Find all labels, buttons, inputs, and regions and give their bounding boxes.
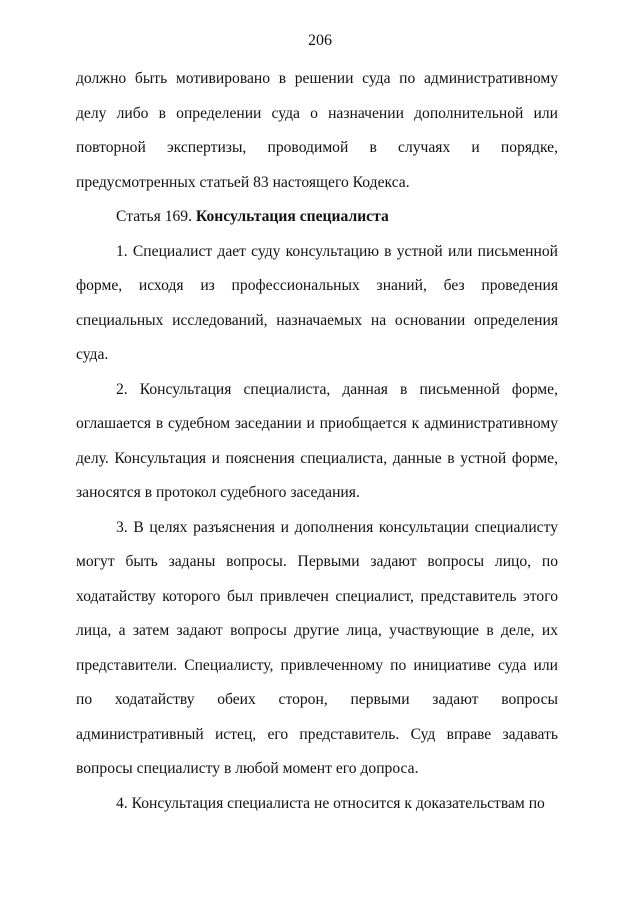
article-title: Консультация специалиста — [195, 208, 389, 225]
article-label: Статья 169. — [116, 208, 193, 225]
page-number: 206 — [308, 32, 332, 49]
continuation-paragraph: должно быть мотивировано в решении суда по административному делу либо в определении суда о назначении дополнительной или повторной экспертизы, проводимой в случаях и порядке, предусмотренных статьей 83 настоящего Кодекса. — [76, 70, 558, 191]
paragraph-3: 3. В целях разъяснения и дополнения консультации специалисту могут быть заданы вопросы. Первыми задают вопросы лицо, по ходатайству которого был привлечен специалист, представитель этого лица, а затем задают вопросы другие лица, участвующие в деле, их представители. Специалисту, привлеченному по инициативе суда или по ходатайству обеих сторон, первыми задают вопросы административный истец, его представитель. Суд вправе задавать вопросы специалисту в любой момент его допроса. — [76, 518, 558, 777]
paragraph-4: 4. Консультация специалиста не относится к доказательствам по — [116, 794, 545, 812]
paragraph-1: 1. Специалист дает суду консультацию в устной или письменной форме, исходя из профессиональных знаний, без проведения специальных исследований, назначаемых на основании определения суда. — [76, 242, 558, 363]
article-heading — [76, 200, 558, 235]
document-body — [76, 62, 558, 821]
paragraph-2: 2. Консультация специалиста, данная в письменной форме, оглашается в судебном заседании и приобщается к административному делу. Консультация и пояснения специалиста, данные в устной форме, заносятся в протокол судебного заседания. — [76, 380, 558, 501]
